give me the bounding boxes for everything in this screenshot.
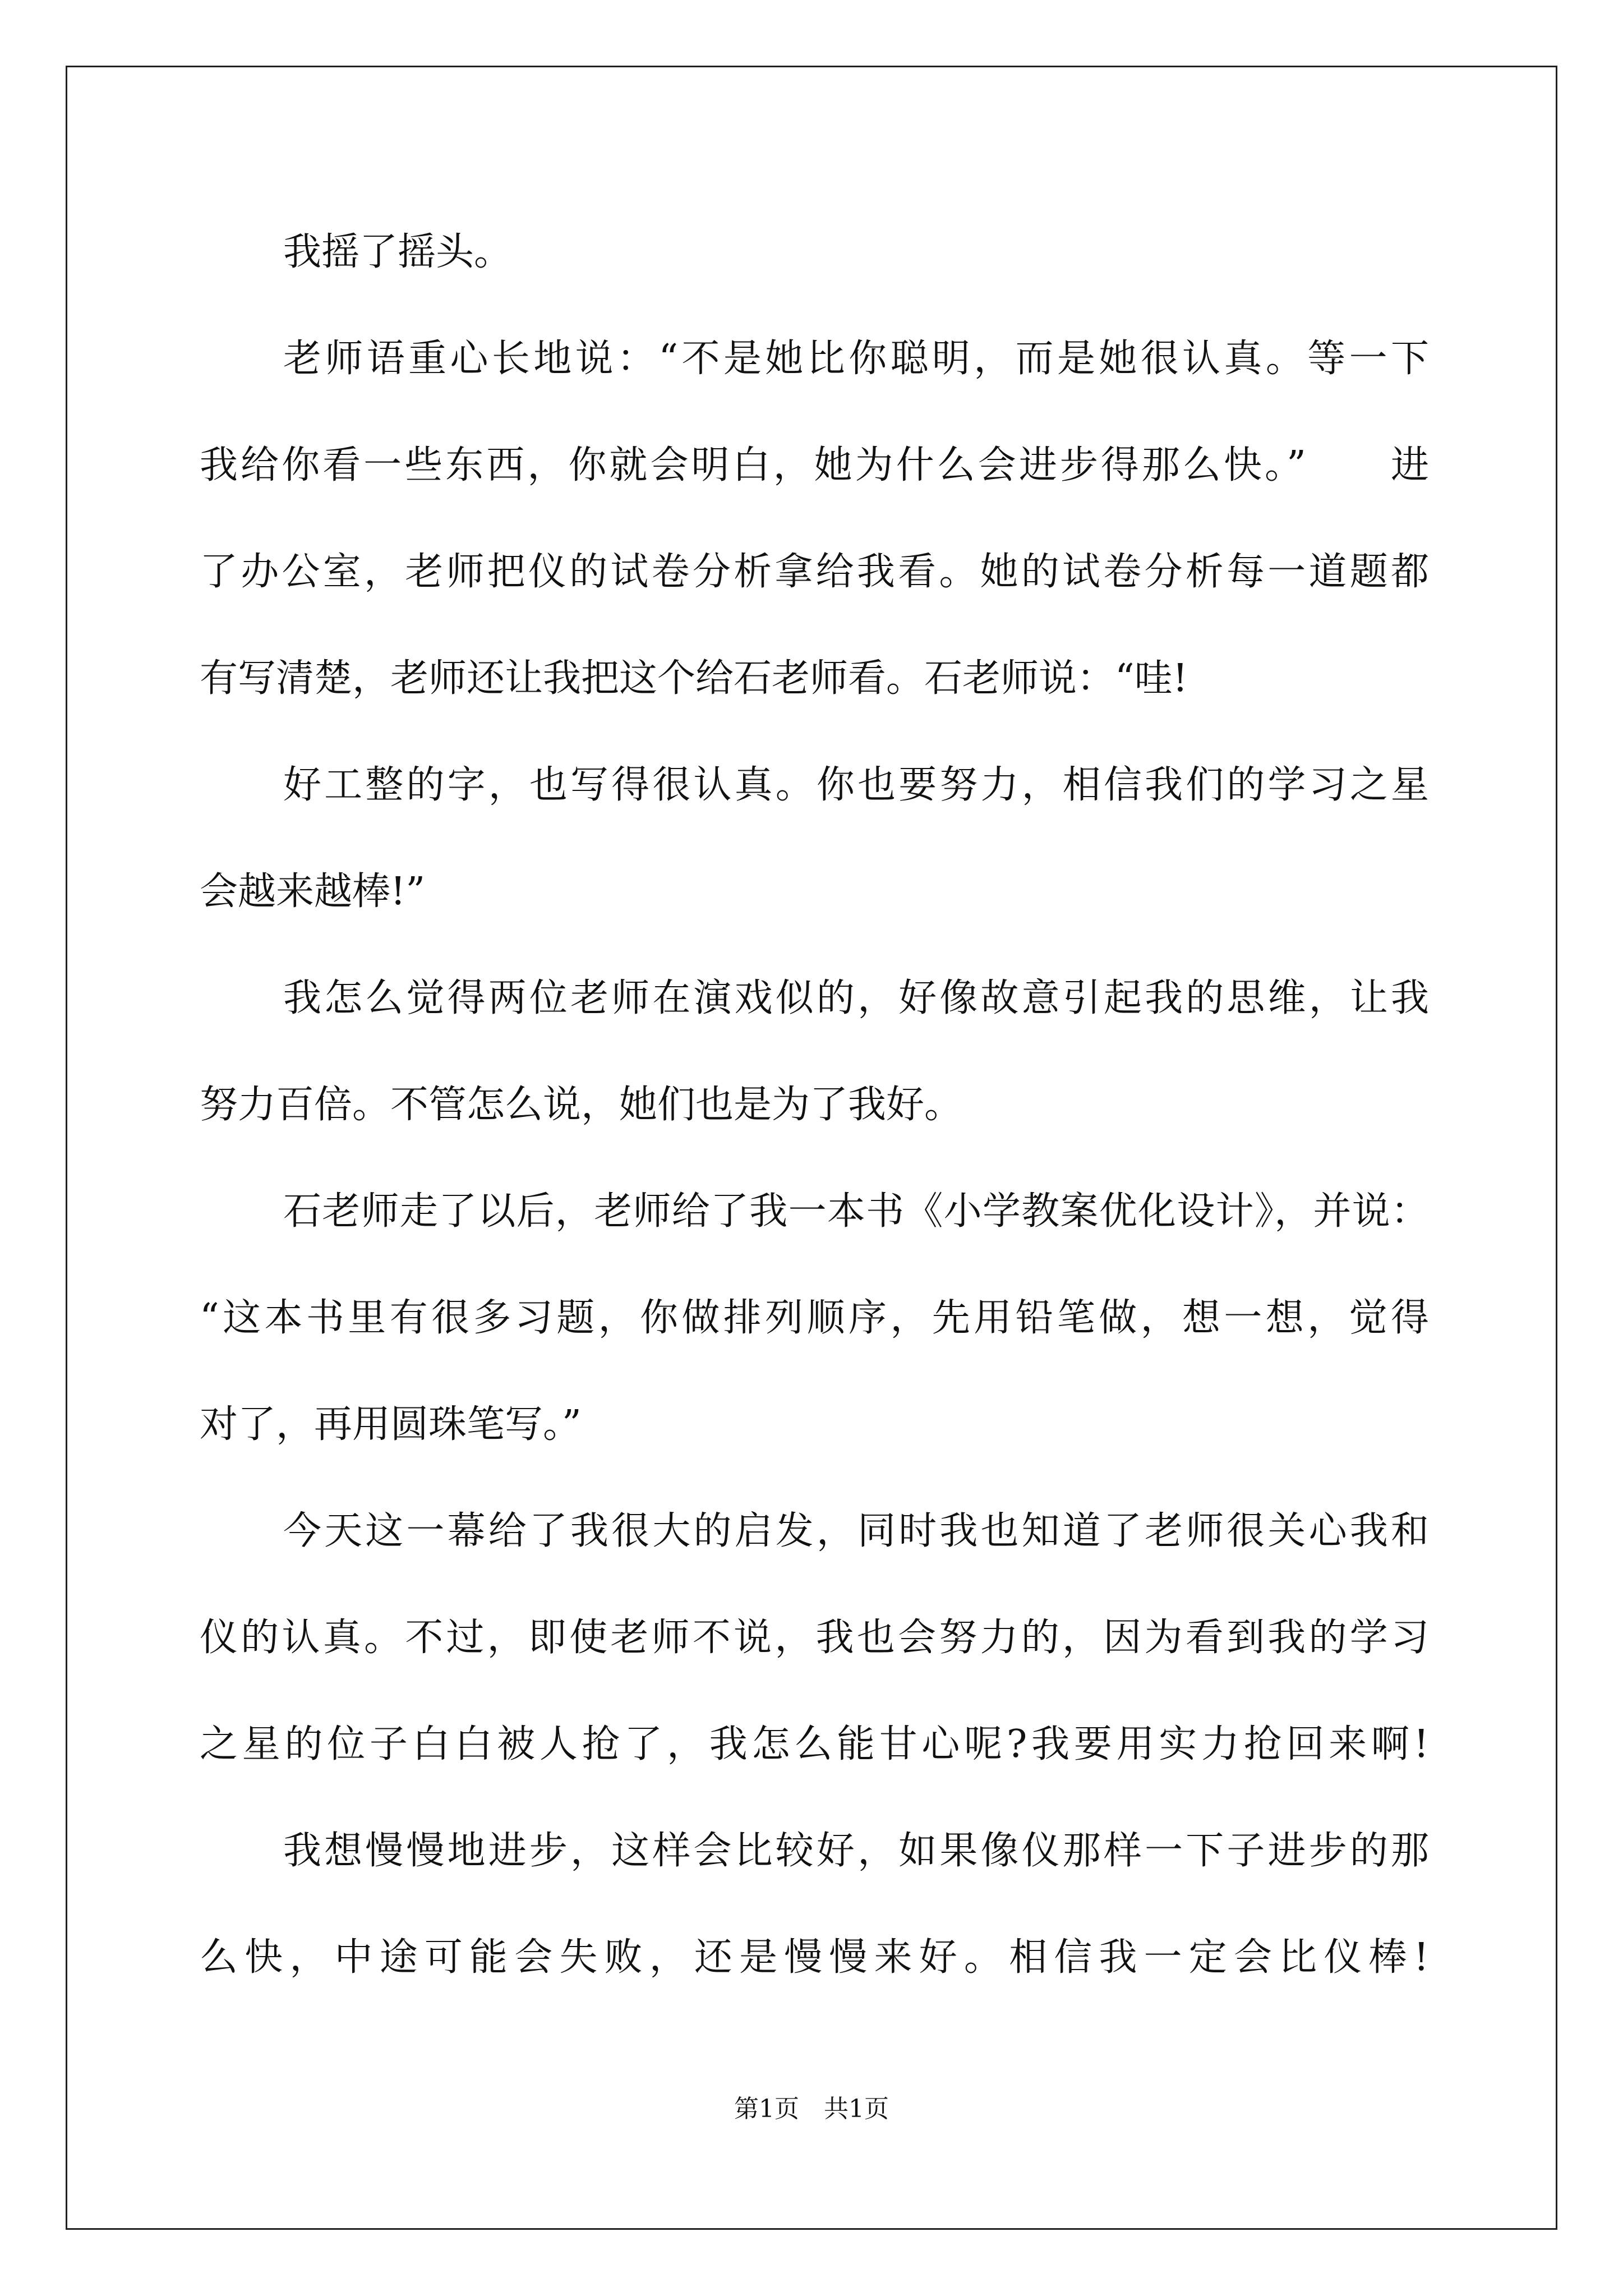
text-line: 石老师走了以后，老师给了我一本书《小学教案优化设计》，并说： [283,1189,1429,1234]
page-border [66,66,1557,2230]
text-line: 老师语重心长地说：“不是她比你聪明，而是她很认真。等一下 [283,337,1429,381]
text-line: 我给你看一些东西，你就会明白，她为什么会进步得那么快。” 进 [200,443,1429,487]
text-line: 我想慢慢地进步，这样会比较好，如果像仪那样一下子进步的那 [283,1829,1429,1873]
page-footer: 第1页 共1页 [734,2095,889,2123]
text-line: 努力百倍。不管怎么说，她们也是为了我好。 [200,1083,963,1127]
text-line: 仪的认真。不过，即使老师不说，我也会努力的，因为看到我的学习 [200,1616,1429,1660]
text-line: 今天这一幕给了我很大的启发，同时我也知道了老师很关心我和 [283,1509,1429,1553]
text-line: 有写清楚，老师还让我把这个给石老师看。石老师说：“哇! [200,656,1188,701]
text-line: 么快，中途可能会失败，还是慢慢来好。相信我一定会比仪棒! [200,1935,1429,1980]
text-line: “这本书里有很多习题，你做排列顺序，先用铅笔做，想一想，觉得 [200,1296,1429,1340]
text-line: 对了，再用圆珠笔写。” [200,1402,582,1447]
text-line: 会越来越棒!” [200,869,426,914]
text-line: 好工整的字，也写得很认真。你也要努力，相信我们的学习之星 [283,763,1429,807]
text-line: 之星的位子白白被人抢了，我怎么能甘心呢?我要用实力抢回来啊! [200,1722,1429,1766]
text-line: 我摇了摇头。 [283,230,513,274]
text-line: 了办公室，老师把仪的试卷分析拿给我看。她的试卷分析每一道题都 [200,550,1429,594]
text-line: 我怎么觉得两位老师在演戏似的，好像故意引起我的思维，让我 [283,976,1429,1020]
